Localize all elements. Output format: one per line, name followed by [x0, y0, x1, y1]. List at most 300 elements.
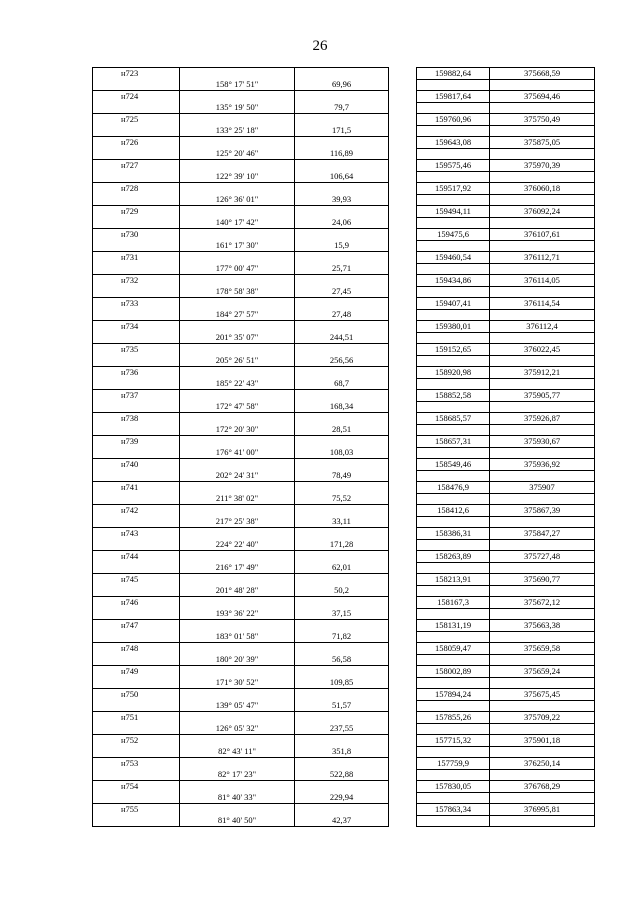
empty-cell — [93, 746, 180, 758]
gap-cell — [389, 700, 417, 712]
empty-cell — [295, 367, 389, 379]
point-x: 157715,32 — [417, 735, 490, 747]
point-y: 376114,05 — [490, 275, 595, 287]
point-row — [93, 229, 595, 241]
segment-row — [93, 447, 595, 459]
empty-cell — [490, 792, 595, 804]
segment-row — [93, 148, 595, 160]
empty-cell — [180, 321, 295, 333]
segment-angle: 183° 01' 58" — [180, 631, 295, 643]
empty-cell — [180, 298, 295, 310]
point-row — [93, 160, 595, 172]
gap-cell — [389, 114, 417, 126]
point-row — [93, 597, 595, 609]
point-y: 376107,61 — [490, 229, 595, 241]
point-y: 375912,21 — [490, 367, 595, 379]
point-x: 159152,65 — [417, 344, 490, 356]
empty-cell — [417, 700, 490, 712]
segment-length: 109,85 — [295, 677, 389, 689]
gap-cell — [389, 91, 417, 103]
point-y: 376022,45 — [490, 344, 595, 356]
gap-cell — [389, 252, 417, 264]
segment-angle: 140° 17' 42" — [180, 217, 295, 229]
segment-length: 69,96 — [295, 79, 389, 91]
empty-cell — [490, 378, 595, 390]
empty-cell — [490, 608, 595, 620]
point-name: н734 — [93, 321, 180, 333]
segment-length: 37,15 — [295, 608, 389, 620]
segment-length: 39,93 — [295, 194, 389, 206]
gap-cell — [389, 413, 417, 425]
gap-cell — [389, 746, 417, 758]
empty-cell — [295, 597, 389, 609]
point-name: н752 — [93, 735, 180, 747]
point-x: 158549,46 — [417, 459, 490, 471]
empty-cell — [490, 516, 595, 528]
gap-cell — [389, 424, 417, 436]
empty-cell — [93, 815, 180, 827]
point-y: 375690,77 — [490, 574, 595, 586]
segment-length: 51,57 — [295, 700, 389, 712]
segment-row — [93, 470, 595, 482]
gap-cell — [389, 125, 417, 137]
empty-cell — [93, 424, 180, 436]
point-x: 157863,34 — [417, 804, 490, 816]
gap-cell — [389, 229, 417, 241]
point-name: н736 — [93, 367, 180, 379]
point-y: 375901,18 — [490, 735, 595, 747]
point-y: 375907 — [490, 482, 595, 494]
point-x: 159882,64 — [417, 68, 490, 80]
point-name: н747 — [93, 620, 180, 632]
empty-cell — [295, 229, 389, 241]
empty-cell — [490, 723, 595, 735]
point-row — [93, 413, 595, 425]
point-row — [93, 505, 595, 517]
empty-cell — [295, 413, 389, 425]
empty-cell — [490, 585, 595, 597]
empty-cell — [417, 332, 490, 344]
empty-cell — [180, 781, 295, 793]
empty-cell — [417, 516, 490, 528]
empty-cell — [490, 102, 595, 114]
segment-row — [93, 79, 595, 91]
segment-length: 171,5 — [295, 125, 389, 137]
point-x: 159575,46 — [417, 160, 490, 172]
segment-length: 56,58 — [295, 654, 389, 666]
empty-cell — [417, 447, 490, 459]
segment-angle: 125° 20' 46" — [180, 148, 295, 160]
segment-length: 27,45 — [295, 286, 389, 298]
segment-row — [93, 378, 595, 390]
gap-cell — [389, 493, 417, 505]
segment-row — [93, 493, 595, 505]
empty-cell — [93, 79, 180, 91]
empty-cell — [490, 677, 595, 689]
segment-row — [93, 171, 595, 183]
point-row — [93, 758, 595, 770]
empty-cell — [417, 355, 490, 367]
point-name: н723 — [93, 68, 180, 80]
gap-cell — [389, 309, 417, 321]
point-y: 375930,67 — [490, 436, 595, 448]
segment-angle: 201° 48' 28" — [180, 585, 295, 597]
segment-angle: 202° 24' 31" — [180, 470, 295, 482]
point-y: 375905,77 — [490, 390, 595, 402]
gap-cell — [389, 275, 417, 287]
segment-length: 108,03 — [295, 447, 389, 459]
point-row — [93, 367, 595, 379]
empty-cell — [417, 792, 490, 804]
empty-cell — [417, 539, 490, 551]
point-x: 158476,9 — [417, 482, 490, 494]
gap-cell — [389, 148, 417, 160]
empty-cell — [295, 275, 389, 287]
empty-cell — [93, 493, 180, 505]
empty-cell — [180, 114, 295, 126]
segment-angle: 172° 20' 30" — [180, 424, 295, 436]
empty-cell — [295, 666, 389, 678]
empty-cell — [417, 470, 490, 482]
gap-cell — [389, 528, 417, 540]
empty-cell — [295, 735, 389, 747]
point-y: 376112,71 — [490, 252, 595, 264]
empty-cell — [295, 160, 389, 172]
empty-cell — [93, 240, 180, 252]
point-y: 375709,22 — [490, 712, 595, 724]
empty-cell — [93, 263, 180, 275]
gap-cell — [389, 286, 417, 298]
point-x: 158412,6 — [417, 505, 490, 517]
point-y: 375970,39 — [490, 160, 595, 172]
point-y: 375867,39 — [490, 505, 595, 517]
point-name: н754 — [93, 781, 180, 793]
empty-cell — [180, 436, 295, 448]
segment-row — [93, 677, 595, 689]
point-row — [93, 183, 595, 195]
segment-length: 171,28 — [295, 539, 389, 551]
empty-cell — [180, 620, 295, 632]
gap-cell — [389, 298, 417, 310]
empty-cell — [180, 804, 295, 816]
point-row — [93, 91, 595, 103]
gap-cell — [389, 447, 417, 459]
empty-cell — [417, 263, 490, 275]
gap-cell — [389, 332, 417, 344]
point-y: 376995,81 — [490, 804, 595, 816]
segment-angle: 180° 20' 39" — [180, 654, 295, 666]
point-name: н739 — [93, 436, 180, 448]
point-x: 158213,91 — [417, 574, 490, 586]
point-x: 159817,64 — [417, 91, 490, 103]
empty-cell — [93, 378, 180, 390]
point-row — [93, 114, 595, 126]
point-row — [93, 436, 595, 448]
point-name: н727 — [93, 160, 180, 172]
segment-angle: 81° 40' 50" — [180, 815, 295, 827]
point-row — [93, 804, 595, 816]
empty-cell — [490, 447, 595, 459]
point-x: 158131,19 — [417, 620, 490, 632]
gap-cell — [389, 723, 417, 735]
empty-cell — [490, 194, 595, 206]
point-name: н741 — [93, 482, 180, 494]
empty-cell — [93, 677, 180, 689]
point-row — [93, 735, 595, 747]
empty-cell — [490, 493, 595, 505]
segment-length: 256,56 — [295, 355, 389, 367]
point-name: н750 — [93, 689, 180, 701]
point-y: 376250,14 — [490, 758, 595, 770]
gap-cell — [389, 539, 417, 551]
point-row — [93, 666, 595, 678]
segment-length: 42,37 — [295, 815, 389, 827]
gap-cell — [389, 551, 417, 563]
segment-angle: 185° 22' 43" — [180, 378, 295, 390]
empty-cell — [93, 654, 180, 666]
gap-cell — [389, 654, 417, 666]
point-y: 375926,87 — [490, 413, 595, 425]
empty-cell — [93, 539, 180, 551]
empty-cell — [295, 551, 389, 563]
point-row — [93, 712, 595, 724]
segment-length: 229,94 — [295, 792, 389, 804]
empty-cell — [490, 148, 595, 160]
empty-cell — [93, 171, 180, 183]
empty-cell — [417, 171, 490, 183]
gap-cell — [389, 206, 417, 218]
empty-cell — [417, 286, 490, 298]
empty-cell — [180, 344, 295, 356]
gap-cell — [389, 470, 417, 482]
segment-angle: 201° 35' 07" — [180, 332, 295, 344]
point-row — [93, 689, 595, 701]
point-x: 157894,24 — [417, 689, 490, 701]
empty-cell — [295, 620, 389, 632]
empty-cell — [180, 183, 295, 195]
gap-cell — [389, 758, 417, 770]
gap-cell — [389, 574, 417, 586]
point-y: 375875,05 — [490, 137, 595, 149]
page-number: 26 — [312, 38, 328, 54]
empty-cell — [490, 79, 595, 91]
empty-cell — [417, 102, 490, 114]
segment-angle: 193° 36' 22" — [180, 608, 295, 620]
point-name: н728 — [93, 183, 180, 195]
point-name: н746 — [93, 597, 180, 609]
empty-cell — [490, 654, 595, 666]
empty-cell — [490, 631, 595, 643]
gap-cell — [389, 263, 417, 275]
point-x: 159460,54 — [417, 252, 490, 264]
empty-cell — [93, 700, 180, 712]
gap-cell — [389, 735, 417, 747]
empty-cell — [295, 482, 389, 494]
point-x: 159517,92 — [417, 183, 490, 195]
segment-length: 50,2 — [295, 585, 389, 597]
segment-row — [93, 608, 595, 620]
point-name: н732 — [93, 275, 180, 287]
point-name: н751 — [93, 712, 180, 724]
point-row — [93, 459, 595, 471]
empty-cell — [93, 286, 180, 298]
coordinates-table — [92, 67, 595, 827]
empty-cell — [490, 240, 595, 252]
segment-angle: 81° 40' 33" — [180, 792, 295, 804]
segment-length: 62,01 — [295, 562, 389, 574]
empty-cell — [180, 367, 295, 379]
empty-cell — [295, 459, 389, 471]
point-x: 159380,01 — [417, 321, 490, 333]
empty-cell — [295, 321, 389, 333]
empty-cell — [417, 493, 490, 505]
segment-row — [93, 516, 595, 528]
point-row — [93, 781, 595, 793]
segment-row — [93, 125, 595, 137]
empty-cell — [417, 378, 490, 390]
segment-row — [93, 700, 595, 712]
empty-cell — [295, 505, 389, 517]
point-y: 375675,45 — [490, 689, 595, 701]
segment-row — [93, 562, 595, 574]
empty-cell — [417, 769, 490, 781]
empty-cell — [295, 91, 389, 103]
segment-length: 244,51 — [295, 332, 389, 344]
empty-cell — [295, 574, 389, 586]
empty-cell — [490, 355, 595, 367]
segment-angle: 224° 22' 40" — [180, 539, 295, 551]
segment-angle: 126° 05' 32" — [180, 723, 295, 735]
segment-angle: 216° 17' 49" — [180, 562, 295, 574]
segment-row — [93, 424, 595, 436]
point-name: н749 — [93, 666, 180, 678]
empty-cell — [490, 746, 595, 758]
segment-row — [93, 309, 595, 321]
segment-angle: 178° 58' 38" — [180, 286, 295, 298]
empty-cell — [295, 528, 389, 540]
segment-row — [93, 631, 595, 643]
empty-cell — [417, 746, 490, 758]
empty-cell — [180, 68, 295, 80]
empty-cell — [180, 528, 295, 540]
segment-angle: 176° 41' 00" — [180, 447, 295, 459]
empty-cell — [417, 309, 490, 321]
empty-cell — [490, 217, 595, 229]
gap-cell — [389, 769, 417, 781]
gap-cell — [389, 160, 417, 172]
segment-length: 106,64 — [295, 171, 389, 183]
gap-cell — [389, 597, 417, 609]
gap-cell — [389, 562, 417, 574]
empty-cell — [93, 516, 180, 528]
segment-angle: 135° 19' 50" — [180, 102, 295, 114]
point-row — [93, 137, 595, 149]
gap-cell — [389, 712, 417, 724]
empty-cell — [417, 631, 490, 643]
gap-cell — [389, 79, 417, 91]
point-x: 159494,11 — [417, 206, 490, 218]
segment-row — [93, 102, 595, 114]
point-y: 375659,58 — [490, 643, 595, 655]
gap-cell — [389, 344, 417, 356]
segment-length: 237,55 — [295, 723, 389, 735]
point-y: 375694,46 — [490, 91, 595, 103]
gap-cell — [389, 620, 417, 632]
segment-row — [93, 286, 595, 298]
empty-cell — [490, 562, 595, 574]
empty-cell — [417, 194, 490, 206]
empty-cell — [180, 91, 295, 103]
segment-angle: 184° 27' 57" — [180, 309, 295, 321]
empty-cell — [417, 79, 490, 91]
gap-cell — [389, 217, 417, 229]
segment-row — [93, 539, 595, 551]
point-row — [93, 206, 595, 218]
empty-cell — [490, 263, 595, 275]
empty-cell — [295, 712, 389, 724]
segment-angle: 82° 43' 11" — [180, 746, 295, 758]
empty-cell — [490, 815, 595, 827]
empty-cell — [295, 758, 389, 770]
point-name: н735 — [93, 344, 180, 356]
point-x: 157830,05 — [417, 781, 490, 793]
point-x: 158657,31 — [417, 436, 490, 448]
empty-cell — [295, 206, 389, 218]
point-name: н753 — [93, 758, 180, 770]
point-name: н726 — [93, 137, 180, 149]
point-row — [93, 620, 595, 632]
segment-length: 71,82 — [295, 631, 389, 643]
gap-cell — [389, 804, 417, 816]
gap-cell — [389, 194, 417, 206]
point-y: 376768,29 — [490, 781, 595, 793]
gap-cell — [389, 68, 417, 80]
empty-cell — [417, 424, 490, 436]
point-y: 376114,54 — [490, 298, 595, 310]
empty-cell — [180, 160, 295, 172]
point-y: 375659,24 — [490, 666, 595, 678]
empty-cell — [93, 148, 180, 160]
empty-cell — [295, 183, 389, 195]
empty-cell — [417, 401, 490, 413]
segment-row — [93, 654, 595, 666]
segment-length: 28,51 — [295, 424, 389, 436]
point-x: 158167,3 — [417, 597, 490, 609]
empty-cell — [180, 275, 295, 287]
gap-cell — [389, 643, 417, 655]
empty-cell — [490, 171, 595, 183]
segment-row — [93, 746, 595, 758]
gap-cell — [389, 585, 417, 597]
empty-cell — [490, 424, 595, 436]
empty-cell — [295, 390, 389, 402]
gap-cell — [389, 367, 417, 379]
empty-cell — [93, 447, 180, 459]
segment-row — [93, 217, 595, 229]
segment-row — [93, 723, 595, 735]
point-name: н742 — [93, 505, 180, 517]
empty-cell — [490, 125, 595, 137]
point-y: 376092,24 — [490, 206, 595, 218]
gap-cell — [389, 390, 417, 402]
gap-cell — [389, 378, 417, 390]
point-y: 376060,18 — [490, 183, 595, 195]
empty-cell — [295, 252, 389, 264]
segment-angle: 133° 25' 18" — [180, 125, 295, 137]
gap-cell — [389, 516, 417, 528]
empty-cell — [180, 413, 295, 425]
gap-cell — [389, 401, 417, 413]
